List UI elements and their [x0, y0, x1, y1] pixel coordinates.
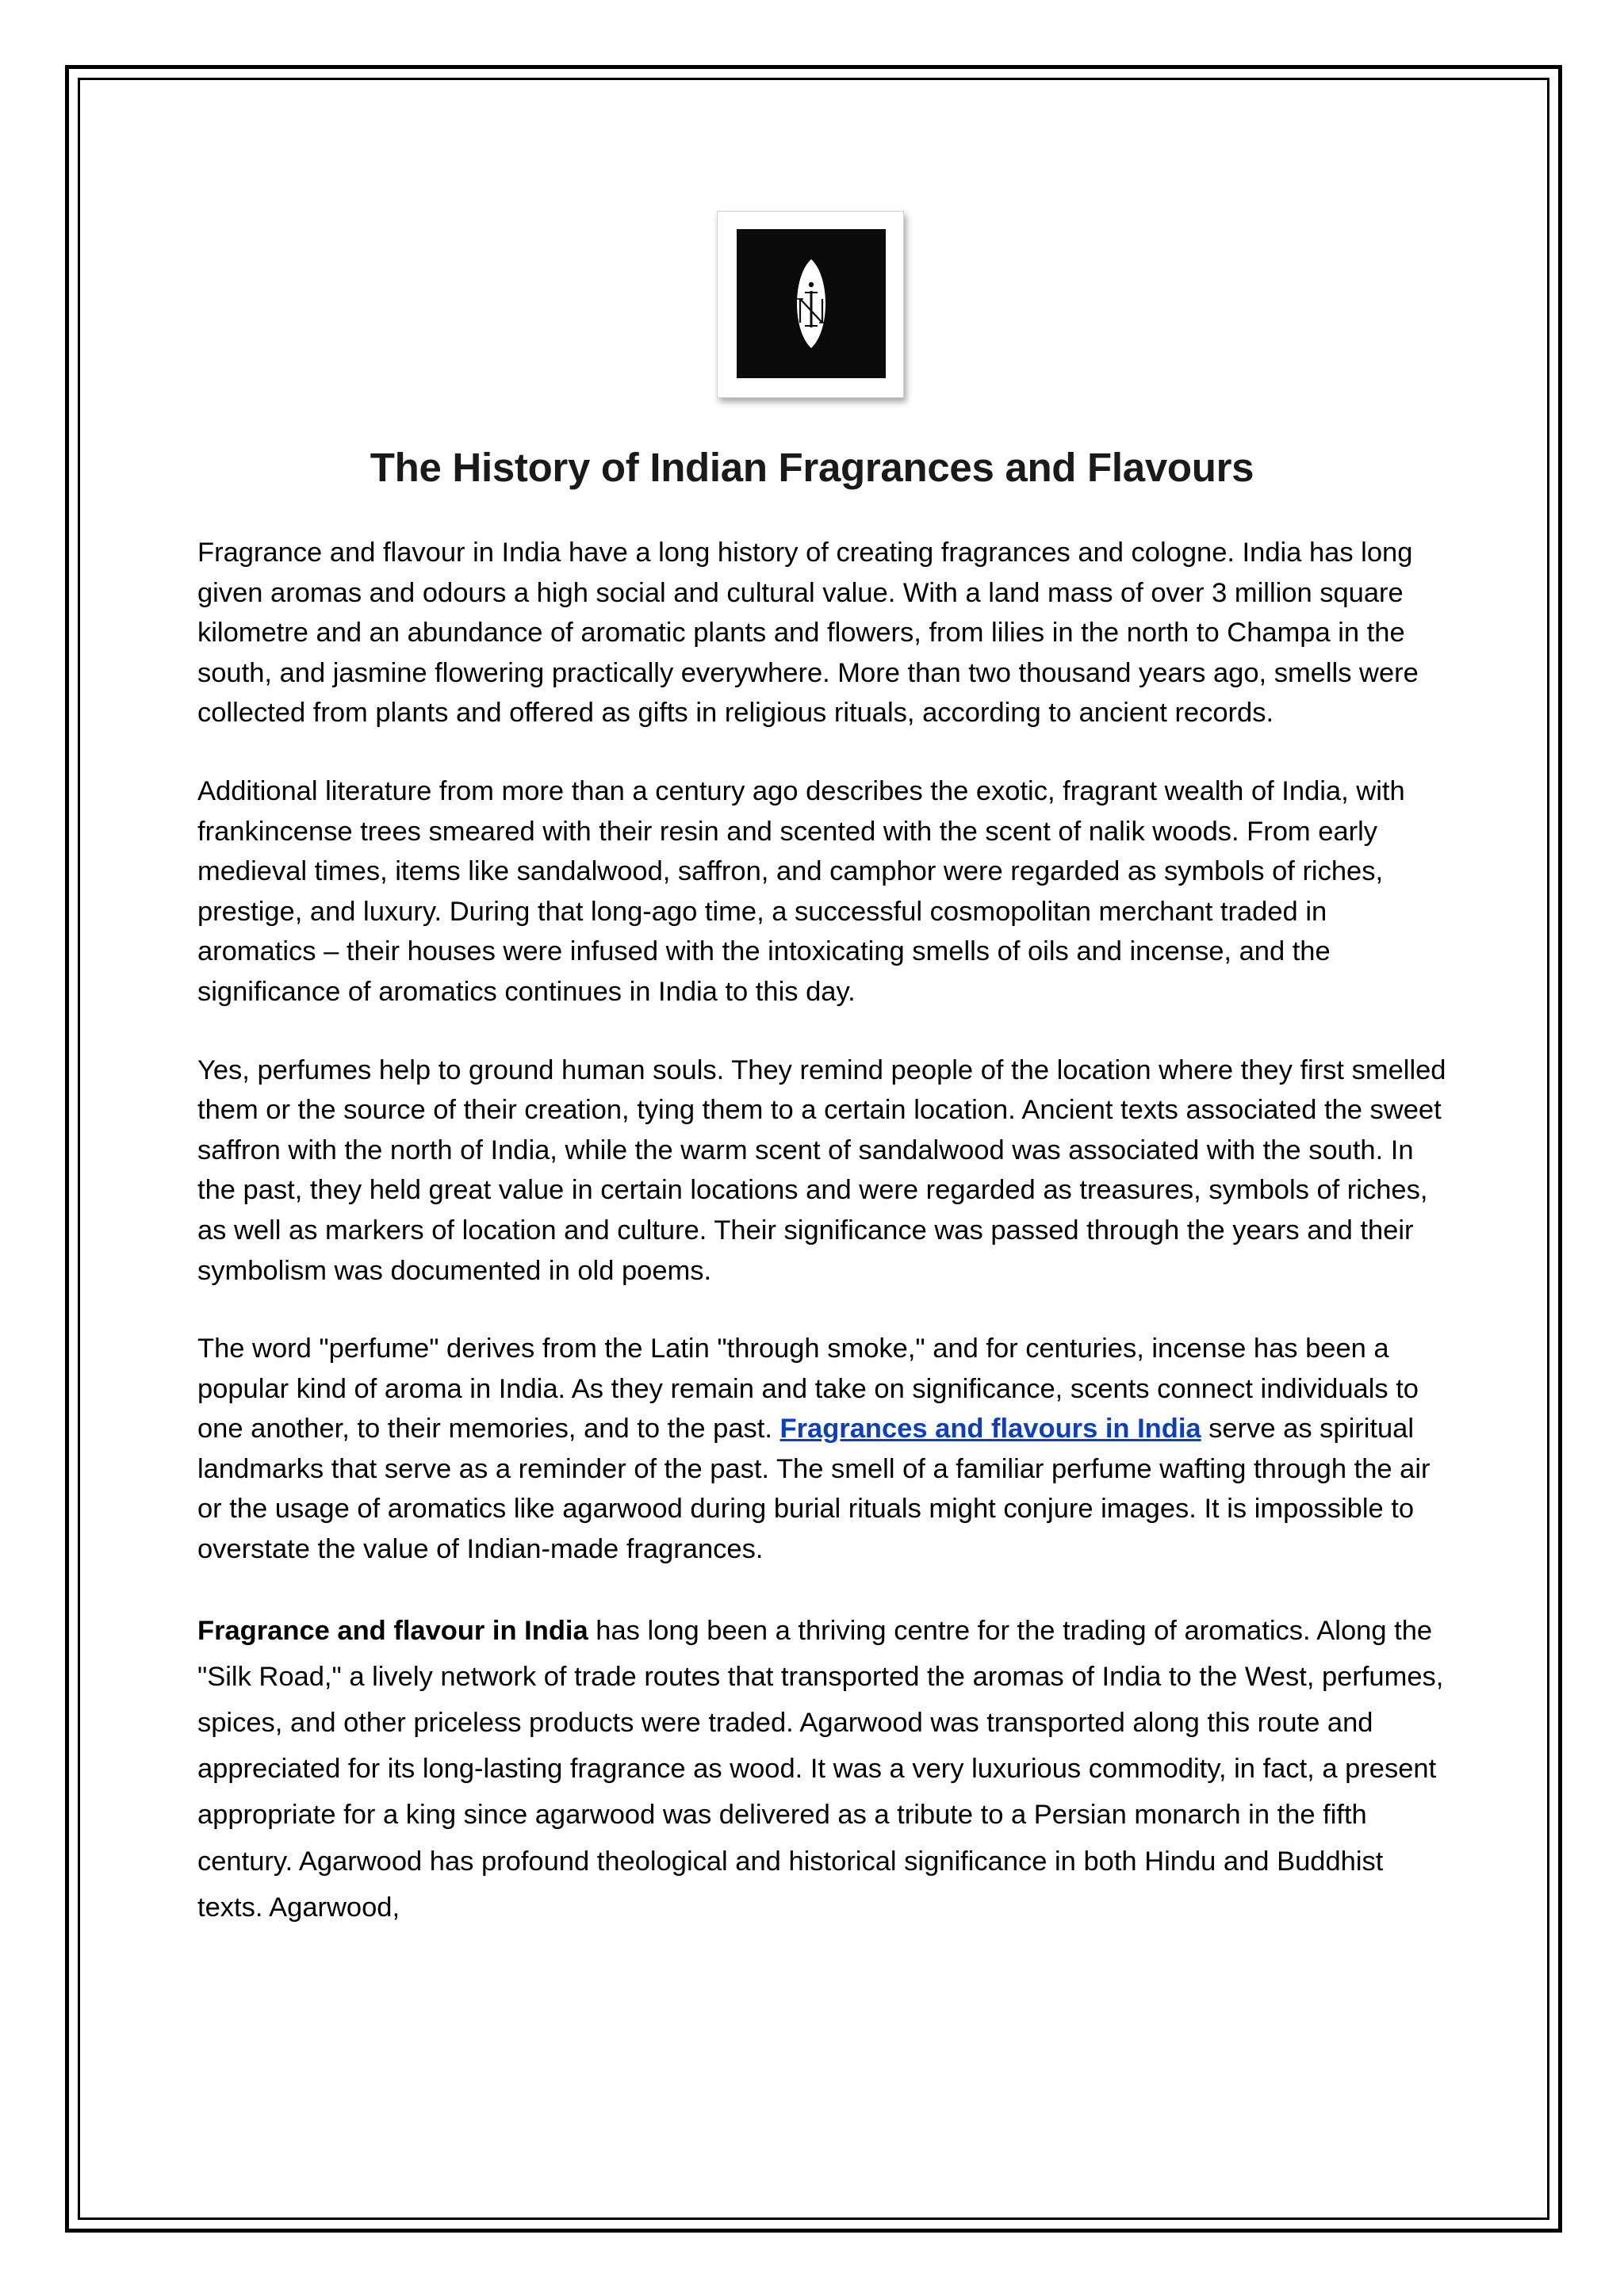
paragraph-4 — [197, 1329, 1446, 1570]
paragraph-1: Fragrance and flavour in India have a long history of creating fragrances and cologne. India has long given aromas and odours a high social and cultural value. With a land mass of over 3 million square kilometre and an abundance of aromatic plants and flowers, from lilies in the north to Champa in the south, and jasmine flowering practically everywhere. More than two thousand years ago, smells were collected from plants and offered as gifts in religious rituals, according to ancient records. — [197, 538, 1419, 729]
paragraph-5-bold-lead: Fragrance and flavour in India — [197, 1615, 588, 1646]
logo — [737, 229, 886, 378]
logo-frame — [717, 211, 904, 398]
page-title: The History of Indian Fragrances and Flavours — [370, 445, 1254, 490]
article-body — [197, 533, 1446, 1969]
fragrances-link[interactable]: Fragrances and flavours in India — [779, 1414, 1201, 1445]
paragraph-3: Yes, perfumes help to ground human souls. They remind people of the location where they first smelled them or the source of their creation, tying them to a certain location. Ancient texts associated the sweet saffron with the north of India, while the warm scent of sandalwood was associated with the south. In the past, they held great value in certain locations and were regarded as treasures, symbols of riches, as well as markers of location and culture. Their significance was passed through the years and their symbolism was documented in old poems. — [197, 1054, 1446, 1286]
paragraph-4-text-after: serve as spiritual landmarks that serve as a reminder of the past. The smell of a familiar perfume wafting through the air or the usage of aromatics like agarwood during burial rituals might conjure images. It is impossible to overstate the value of Indian-made fragrances. — [197, 1414, 1431, 1565]
paragraph-5-text: has long been a thriving centre for the trading of aromatics. Along the "Silk Road," a lively network of trade routes that transported the aromas of India to the West, perfumes, spices, and other priceless products were traded. Agarwood was transported along this route and appreciated for its long-lasting fragrance as wood. It was a very luxurious commodity, in fact, a present appropriate for a king since agarwood was delivered as a tribute to a Persian monarch in the fifth century. Agarwood has profound theological and historical significance in both Hindu and Buddhist texts. Agarwood, — [197, 1615, 1444, 1923]
paragraph-2: Additional literature from more than a century ago describes the exotic, fragrant wealth of India, with frankincense trees smeared with their resin and scented with the scent of nalik woods. From early medieval times, items like sandalwood, saffron, and camphor were regarded as symbols of riches, prestige, and luxury. During that long-ago time, a successful cosmopolitan merchant traded in aromatics – their houses were infused with the intoxicating smells of oils and incense, and the significance of aromatics continues in India to this day. — [197, 775, 1405, 1007]
leaf-monogram-icon — [737, 229, 886, 378]
paragraph-4-text-before: The word "perfume" derives from the Latin "through smoke," and for centuries, incense has been a popular kind of aroma in India. As they remain and take on significance, scents connect individuals to one another, to their memories, and to the past. — [197, 1334, 1419, 1445]
paragraph-5 — [197, 1608, 1446, 1931]
